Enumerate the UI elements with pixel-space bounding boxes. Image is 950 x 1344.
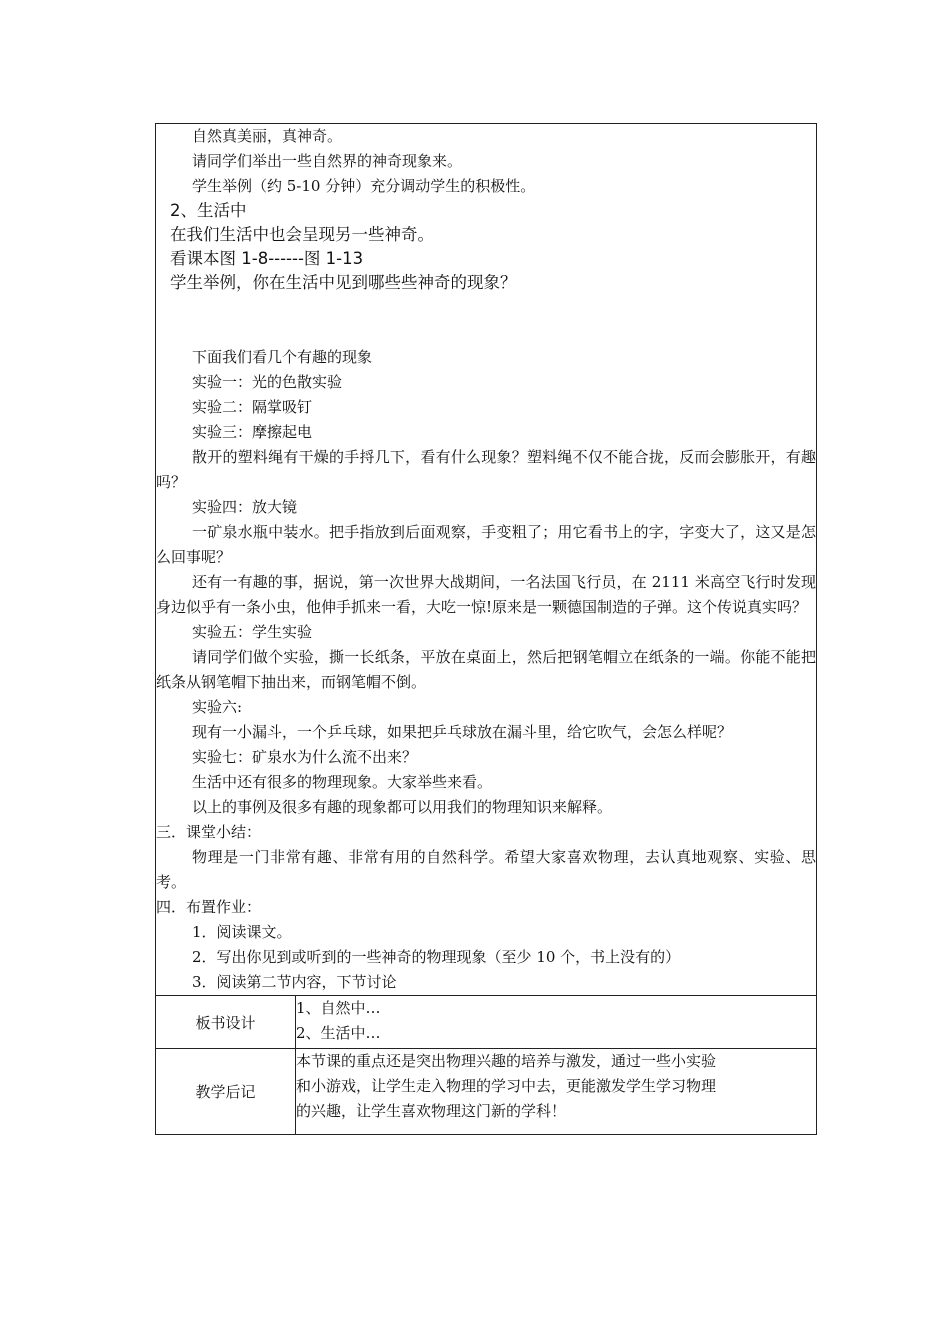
text-line: 下面我们看几个有趣的现象 xyxy=(192,348,373,366)
paragraph: 一矿泉水瓶中装水。把手指放到后面观察，手变粗了；用它看书上的字，字变大了，这又是怎么回事呢？ xyxy=(156,523,816,566)
experiment-title: 实验四：放大镜 xyxy=(192,498,298,516)
text-line: 生活中还有很多的物理现象。大家举些来看。 xyxy=(192,773,493,791)
paragraph: 物理是一门非常有趣、非常有用的自然科学。希望大家喜欢物理，去认真地观察、实验、思考。 xyxy=(156,848,816,891)
experiment-title: 实验三：摩擦起电 xyxy=(192,423,313,441)
experiment-title: 实验六: xyxy=(192,698,243,716)
teaching-notes-label: 教学后记 xyxy=(156,1049,296,1135)
experiment-title: 实验七：矿泉水为什么流不出来？ xyxy=(192,748,418,766)
bold-line: 学生举例，你在生活中见到哪些些神奇的现象？ xyxy=(170,273,517,292)
homework-item: 3．阅读第二节内容，下节讨论 xyxy=(192,973,397,991)
notes-line: 本节课的重点还是突出物理兴趣的培养与激发，通过一些小实验 xyxy=(296,1052,717,1070)
text-line: 学生举例（约 5-10 分钟）充分调动学生的积极性。 xyxy=(192,177,536,195)
notes-line: 和小游戏，让学生走入物理的学习中去，更能激发学生学习物理 xyxy=(296,1077,717,1095)
board-design-content xyxy=(296,996,817,1049)
section-heading: 2、生活中 xyxy=(170,201,247,220)
section-heading: 三．课堂小结： xyxy=(156,823,262,841)
text-line: 请同学们举出一些自然界的神奇现象来。 xyxy=(192,152,463,170)
main-content-row xyxy=(156,124,817,996)
paragraph: 请同学们做个实验，撕一长纸条，平放在桌面上，然后把钢笔帽立在纸条的一端。你能不能把纸条从钢笔帽下抽出来，而钢笔帽不倒。 xyxy=(156,648,816,691)
bold-line: 看课本图 1-8------图 1-13 xyxy=(170,249,364,268)
homework-item: 1．阅读课文。 xyxy=(192,923,292,941)
section-heading: 四．布置作业： xyxy=(156,898,262,916)
paragraph: 还有一有趣的事，据说，第一次世界大战期间，一名法国飞行员，在 2111 米高空飞行时发现身边似乎有一条小虫，他伸手抓来一看，大吃一惊!原来是一颗德国制造的子弹。这个传说真实吗？ xyxy=(156,573,816,616)
paragraph: 散开的塑料绳有干燥的手捋几下，看有什么现象？塑料绳不仅不能合拢，反而会膨胀开，有趣吗？ xyxy=(156,448,816,491)
notes-line: 的兴趣，让学生喜欢物理这门新的学科！ xyxy=(296,1102,567,1120)
experiment-title: 实验二：隔掌吸钉 xyxy=(192,398,313,416)
board-item: 1、自然中… xyxy=(296,999,381,1017)
blank-space xyxy=(156,295,816,345)
experiment-title: 实验一：光的色散实验 xyxy=(192,373,343,391)
bold-line: 在我们生活中也会呈现另一些神奇。 xyxy=(170,225,434,244)
text-line: 现有一小漏斗，一个乒乓球，如果把乒乓球放在漏斗里，给它吹气，会怎么样呢？ xyxy=(192,723,733,741)
text-line: 自然真美丽，真神奇。 xyxy=(192,127,343,145)
text-line: 以上的事例及很多有趣的现象都可以用我们的物理知识来解释。 xyxy=(192,798,613,816)
main-content-cell xyxy=(156,124,817,996)
board-item: 2、生活中… xyxy=(296,1024,381,1042)
teaching-notes-content xyxy=(296,1049,817,1135)
board-design-label: 板书设计 xyxy=(156,996,296,1049)
experiment-title: 实验五：学生实验 xyxy=(192,623,313,641)
teaching-notes-row xyxy=(156,1049,817,1135)
lesson-plan-table xyxy=(155,123,817,1135)
board-design-row xyxy=(156,996,817,1049)
homework-item: 2．写出你见到或听到的一些神奇的物理现象（至少 10 个，书上没有的） xyxy=(192,948,681,966)
